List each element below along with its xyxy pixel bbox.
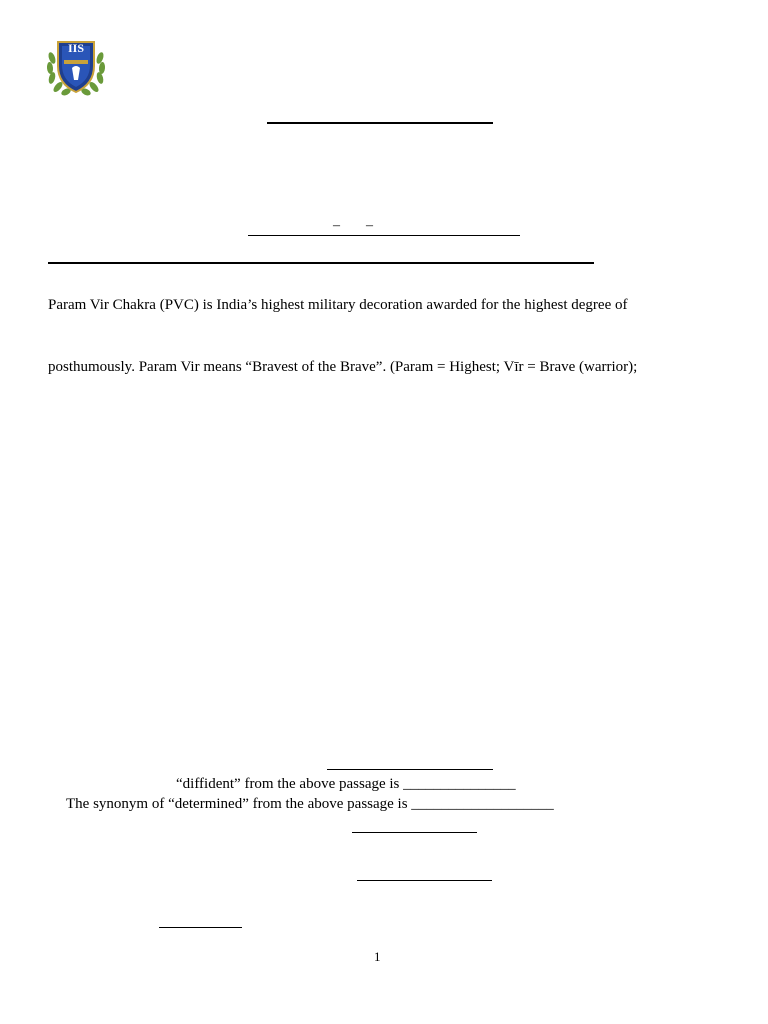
answer-blank-1 [352,832,477,833]
heading-underline [48,262,594,264]
school-logo [44,36,108,98]
question-blank-top [327,769,493,770]
question-determined: The synonym of “determined” from the above passage is ___________________ [66,796,554,812]
passage-line-1: Param Vir Chakra (PVC) is India’s highest military decoration awarded for the highest degree of [48,297,628,313]
title-underline [267,122,493,124]
answer-blank-3 [159,927,242,928]
logo-text: IIS [67,41,84,55]
subtitle-dash-1: – [333,218,340,233]
question-diffident: “diffident” from the above passage is _______________ [176,776,516,792]
passage-line-2: posthumously. Param Vir means “Bravest of the Brave”. (Param = Highest; Vīr = Brave (warrior); [48,359,638,375]
subtitle-dash-2: – [366,218,373,233]
page-number: 1 [374,949,381,964]
subtitle-underline [248,235,520,236]
answer-blank-2 [357,880,492,881]
